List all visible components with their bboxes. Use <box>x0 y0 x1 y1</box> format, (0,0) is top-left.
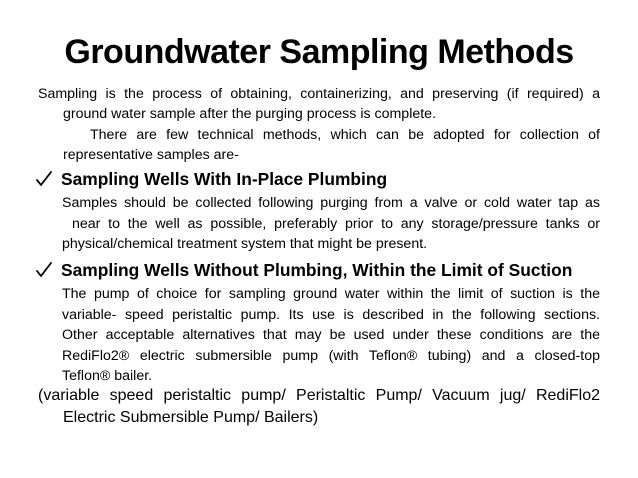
intro-paragraph-2 <box>38 125 600 165</box>
intro-line-1: Sampling is the process of obtaining, containerizing, and preserving (if required) a <box>38 86 600 102</box>
section-line: RediFlo2® electric submersible pump (with Teflon® tubing) and a closed-top <box>62 347 600 364</box>
section-heading-text: Sampling Wells Without Plumbing, Within the Limit of Suction <box>61 259 573 280</box>
section-line: variable- speed peristaltic pump. Its use is described in the following sections. <box>62 306 600 323</box>
section-line: near to the well as possible, preferably prior to any storage/pressure tanks or <box>72 215 600 232</box>
check-icon <box>36 170 52 188</box>
section-heading-text: Sampling Wells With In-Place Plumbing <box>61 168 388 189</box>
section-line: physical/chemical treatment system that might be present. <box>62 236 428 252</box>
section-line: Teflon® bailer. <box>62 368 153 384</box>
sampling-tools-list <box>38 385 600 429</box>
intro-paragraph <box>38 84 600 124</box>
section-body-in-place-plumbing <box>62 193 600 255</box>
tools-line-2: Electric Submersible Pump/ Bailers) <box>63 409 319 426</box>
section-heading-in-place-plumbing <box>36 166 606 192</box>
section-body-without-plumbing <box>62 284 600 387</box>
intro-line-3: There are few technical methods, which can be adopted for collection of <box>90 127 600 143</box>
slide-title: Groundwater Sampling Methods <box>64 33 574 71</box>
section-line: Other acceptable alternatives that may be used under these conditions are the <box>62 327 600 343</box>
section-line: Samples should be collected following purging from a valve or cold water tap as <box>62 195 600 211</box>
tools-line-1: (variable speed peristaltic pump/ Peristaltic Pump/ Vacuum jug/ RediFlo2 <box>38 387 600 404</box>
section-heading-without-plumbing <box>36 257 606 283</box>
intro-line-2: ground water sample after the purging process is complete. <box>63 106 437 122</box>
section-line: The pump of choice for sampling ground water within the limit of suction is the <box>62 286 600 302</box>
intro-line-4: representative samples are- <box>63 147 239 163</box>
check-icon <box>36 261 52 279</box>
